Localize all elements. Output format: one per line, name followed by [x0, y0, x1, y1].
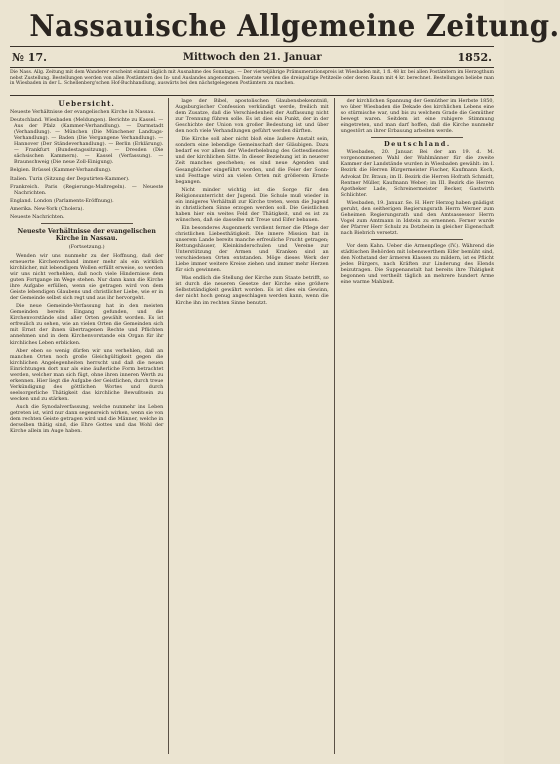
article-columns — [10, 98, 494, 754]
overview-item: Italien. Turin (Sitzung der Deputirten-Kammer). — [10, 175, 130, 182]
article-paragraph: der kirchlichen Spannung der Gemüther im Herbste 1850, wo über Wiesbaden die Dekade des kirchlichen Lebens eine so stürmische war, und bis zu welchem Grade die Gemüther bewegt waren. Seitdem ist eine ruhigere Stimmung eingetreten, und man darf hoffen, daß die Kirche nunmehr ungestört an ihrer Erbauung arbeiten werde. — [340, 98, 494, 135]
separator — [371, 137, 463, 138]
overview-item: Neueste Nachrichten. — [10, 213, 65, 220]
issue-rule — [10, 67, 494, 68]
column-1 — [10, 98, 169, 754]
issue-bar — [10, 49, 494, 65]
column-3 — [341, 98, 494, 754]
overview-item: England. London (Parlaments-Eröffnung). — [10, 197, 114, 204]
article-title: Neueste Verhältnisse der evangelischen Kirche in Nassau. — [17, 227, 156, 242]
article-paragraph: Ein besonderes Augenmerk verdient ferner die Pflege der christlichen Liebesthätigkeit. Die innere Mission hat in unserem Lande bereits manche erfreuliche Frucht getragen; Rettungshäuser, Kleinkinderschulen und Vereine zur Unterstützung der Armen und Kranken sind an verschiedenen Orten entstanden. Möge dieses Werk der Liebe immer weitere Kreise ziehen und immer mehr Herzen für sich gewinnen. — [175, 224, 329, 274]
article-subtitle: (Fortsetzung.) — [68, 243, 105, 250]
overview-item: Deutschland. Wiesbaden (Meldungen). Berichte zu Kassel. — Aus der Pfalz (Kammer-Verhandlung). — Darmstadt (Verhandlung). — München (Die Münchener Landtags-Verhandlung). — Baden (Die Vergangene Verhandlung). — Hannover (Der Ständeverhandlung). — Berlin (Erklärung). — Frankfurt (Bundestagssitzung). — Dresden (Die sächsischen Kammern). — Kassel (Verfassung). — Braunschweig (Die neue Zoll-Einigung). — [10, 117, 164, 166]
article-paragraph: Die Kirche soll aber nicht bloß eine äußere Anstalt sein, sondern eine lebendige Gemeinschaft der Gläubigen. Dazu bedarf es vor allem der Wiederbelebung des Gottesdienstes und der kirchlichen Sitte. In dieser Beziehung ist in neuerer Zeit manches geschehen; es sind neue Agenden und Gesangbücher eingeführt worden, und die Feier der Sonn- und Festtage wird an vielen Orten mit größerem Ernste begangen. — [175, 136, 329, 185]
article-paragraph: Was endlich die Stellung der Kirche zum Staate betrifft, so ist durch die neueren Gesetze der Kirche eine größere Selbstständigkeit gewährt worden. Es ist dies ein Gewinn, der nicht hoch genug angeschlagen werden kann, wenn die Kirche ihn im rechten Sinne benutzt. — [175, 275, 329, 306]
separator — [371, 239, 463, 240]
overview-item: Neueste Verhältnisse der evangelischen Kirche in Nassau. — [10, 109, 156, 116]
overview-item: Amerika. New-York (Cholera). — [10, 205, 84, 212]
overview-heading: Uebersicht. — [58, 99, 115, 108]
masthead-title: Nassauische Allgemeine Zeitung. — [29, 9, 560, 44]
news-report: Wiesbaden, 20. Januar. Bei der am 19. d. M. vorgenommenen Wahl der Wahlmänner für die zweite Kammer der Landstände wurden in Wiesbaden gewählt: im I. Bezirk die Herren Bürgermeister Fischer, Kaufmann Koch, Advokat Dr. Braun; im II. Bezirk die Herren Hofrath Schmidt, Rentner Müller, Kaufmann Weber; im III. Bezirk die Herren Apotheker Lade, Schreinermeister Becker, Gastwirth Schlichter. — [340, 149, 494, 198]
news-report: Vor dem Kahn. Ueber die Armenpflege (IV.). Während die städtischen Behörden mit lobenswerthem Eifer bemüht sind, den Nothstand der ärmeren Klassen zu mildern, ist es Pflicht jedes Bürgers, nach Kräften zur Linderung des Elends beizutragen. Die Suppenanstalt hat bereits ihre Thätigkeit begonnen und vertheilt täglich an mehrere hundert Arme eine warme Mahlzeit. — [340, 242, 494, 286]
article-paragraph: Wenden wir uns nunmehr zu der Hoffnung, daß der erneuerte Kirchenverband immer mehr als ein wirklich kirchlicher, mit lebendigem Wollen erfüllt erweise, so werden wir uns nicht verhehlen, daß noch viele Hindernisse dem guten Fortgange im Wege stehen. Nur dann kann die Kirche ihre Aufgabe erfüllen, wenn sie getragen wird von dem Geiste lebendigen Glaubens und christlicher Liebe, wie er in der Gemeinde selbst sich regt und aus ihr hervorgeht. — [10, 252, 164, 302]
overview-item: Frankreich. Paris (Regierungs-Maßregeln). — Neueste Nachrichten. — [10, 183, 164, 196]
overview-item: Belgien. Brüssel (Kammer-Verhandlung). — [10, 167, 112, 174]
notice-rule — [10, 95, 494, 96]
article-paragraph: Nicht minder wichtig ist die Sorge für den Religionsunterricht der Jugend. Die Schule muß wieder in ein innigeres Verhältniß zur Kirche treten, wenn die Jugend in christlichem Sinne erzogen werden soll. Die Geistlichen haben hier ein weites Feld der Thätigkeit, und es ist zu wünschen, daß sie dasselbe mit Treue und Eifer bebauen. — [175, 186, 329, 223]
issue-year: 1852. — [457, 50, 492, 64]
issue-number: № 17. — [12, 50, 47, 64]
news-report: Wiesbaden, 19. Januar. Se. H. Herr Herzog haben gnädigst geruht, den seitherigen Regierungsrath Herrn Werner zum Geheimen Regierungsrath und den Amtsassessor Herrn Vogel zum Amtmann in Idstein zu ernennen. Ferner wurde der Pfarrer Herr Schulz zu Dotzheim in gleicher Eigenschaft nach Biebrich versetzt. — [340, 199, 494, 236]
separator — [41, 223, 133, 224]
article-paragraph: Die neue Gemeinde-Verfassung hat in den meisten Gemeinden bereits Eingang gefunden, und die Kirchenvorstände sind aller Orten gewählt worden. Es ist erfreulich zu sehen, wie an vielen Orten die Gemeinden sich mit Ernst der ihnen übertragenen Rechte und Pflichten annehmen und in dem Kirchenvorstande ein Organ für ihr kirchliches Leben erblicken. — [10, 303, 164, 346]
issue-date: Mittwoch den 21. Januar — [182, 51, 322, 63]
masthead-rule — [10, 46, 494, 47]
article-paragraph: Auch die Synodalverfassung, welche nunmehr ins Leben getreten ist, wird nur dann segensreich wirken, wenn sie von dem rechten Geiste getragen wird und die Männer, welche in derselben thätig sind, die Ehre Gottes und das Wohl der Kirche allein im Auge haben. — [10, 403, 164, 435]
column-2 — [175, 98, 334, 754]
article-paragraph: Aber eben so wenig dürfen wir uns verhehlen, daß an manchen Orten noch große Gleichgültigkeit gegen die kirchlichen Angelegenheiten herrscht und daß die neuen Einrichtungen dort nur als eine äußerliche Form betrachtet werden, welcher man sich fügt, ohne ihren inneren Werth zu erkennen. Hier liegt die Aufgabe der Geistlichen, durch treue Verkündigung des göttlichen Wortes und durch seelsorgerliche Thätigkeit das kirchliche Bewußtsein zu wecken und zu stärken. — [10, 347, 164, 402]
subscription-notice: Die Nass. Allg. Zeitung mit dem Wanderer erscheint einmal täglich mit Ausnahme des Sonntags. — Der vierteljährige Prämumerationspreis ist Wiesbaden mit, 1 fl. 48 kr. bei allen Postämtern im Herzogthum nebst Zustellung. Bestellungen werden von allen Postämtern des In- und Auslandes angenommen. Inserate werden die dreispaltige Petitzeile oder deren Raum mit 4 kr. berechnet. Bestellungen beliebe man in Wiesbaden in der L. Schellenberg'schen Hof-Buchhandlung, auswärts bei den nächstgelegenen Postämtern zu machen. — [10, 70, 494, 87]
article-paragraph: lage der Bibel, apostolischen Glaubensbekenntniß, Augsburgischer Confession verkündigt werde, freilich mit dem Zusatze, daß die Verschiedenheit der Auffassung nicht zur Trennung führen solle. Es ist dies ein Punkt, der in der Geschichte der Union von großer Bedeutung ist und über den noch viele Verhandlungen geführt werden dürften. — [175, 98, 329, 135]
section-heading: Deutschland. — [383, 140, 451, 149]
